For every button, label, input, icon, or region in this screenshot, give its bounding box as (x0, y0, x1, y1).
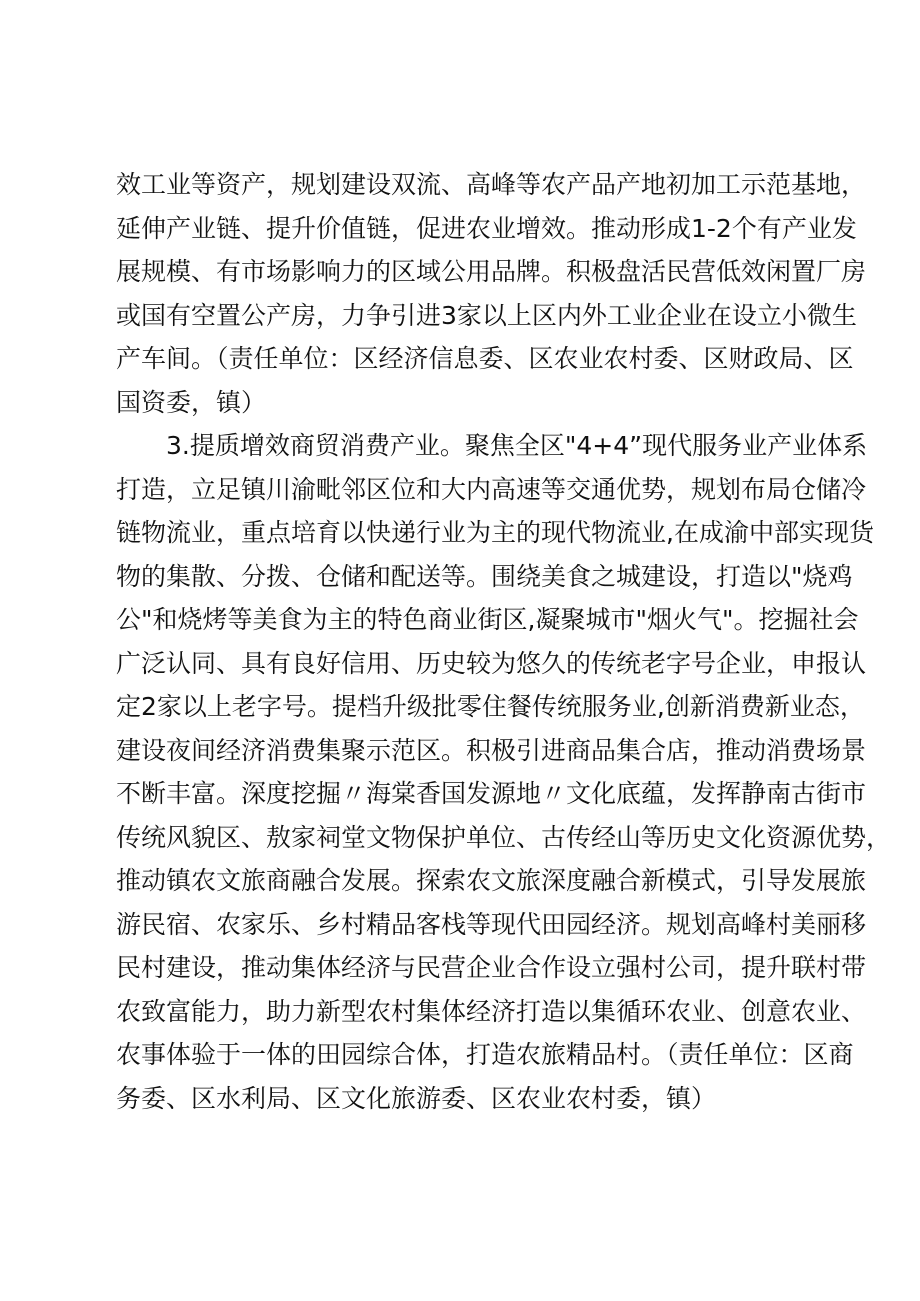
text-line: 建设夜间经济消费集聚示范区。积极引进商品集合店，推动消费场景 (116, 735, 867, 765)
text-line: 推动镇农文旅商融合发展。探索农文旅深度融合新模式，引导发展旅 (116, 866, 867, 895)
text-line: 链物流业，重点培育以快递行业为主的现代物流业,在成渝中部实现货 (116, 518, 874, 547)
text-line: 或国有空置公产房，力争引进3家以上区内外工业企业在设立小微生 (116, 300, 857, 330)
text-line: 定2家以上老字号。提档升级批零住餐传统服务业,创新消费新业态， (116, 692, 865, 721)
text-line: 打造，立足镇川渝毗邻区位和大内高速等交通优势，规划布局仓储冷 (116, 474, 867, 504)
text-line: 物的集散、分拨、仓储和配送等。围绕美食之城建设，打造以"烧鸡 (116, 561, 853, 591)
text-line: 农事体验于一体的田园综合体，打造农旅精品村。（责任单位：区商 (116, 1040, 854, 1069)
text-line: 广泛认同、具有良好信用、历史较为悠久的传统老字号企业，申报认 (116, 648, 867, 678)
text-line: 农致富能力，助力新型农村集体经济打造以集循环农业、创意农业、 (116, 996, 867, 1026)
text-line: 产车间。（责任单位：区经济信息委、区农业农村委、区财政局、区 (116, 344, 854, 373)
text-line: 民村建设，推动集体经济与民营企业合作设立强村公司，提升联村带 (116, 953, 867, 982)
section-heading-line: 3.提质增效商贸消费产业。聚焦全区"4+4”现代服务业产业体系 (166, 431, 868, 460)
text-line: 不断丰富。深度挖掘〃海棠香国发源地〃文化底蕴，发挥静南古街市 (116, 779, 867, 808)
document-body (116, 163, 892, 1120)
text-line: 展规模、有市场影响力的区域公用品牌。积极盘活民营低效闲置厂房 (116, 257, 867, 286)
text-line: 延伸产业链、提升价值链，促进农业增效。推动形成1-2个有产业发 (116, 213, 857, 243)
text-line: 务委、区水利局、区文化旅游委、区农业农村委，镇） (116, 1083, 717, 1113)
text-line: 效工业等资产，规划建设双流、高峰等农产品产地初加工示范基地， (116, 170, 867, 199)
text-line: 公"和烧烤等美食为主的特色商业街区,凝聚城市"烟火气"。挖掘社会 (116, 605, 859, 634)
text-line: 游民宿、农家乐、乡村精品客栈等现代田园经济。规划高峰村美丽移 (116, 909, 867, 939)
text-line: 传统风貌区、敖家祠堂文物保护单位、古传经山等历史文化资源优势， (116, 822, 892, 852)
text-line: 国资委，镇） (116, 387, 267, 417)
